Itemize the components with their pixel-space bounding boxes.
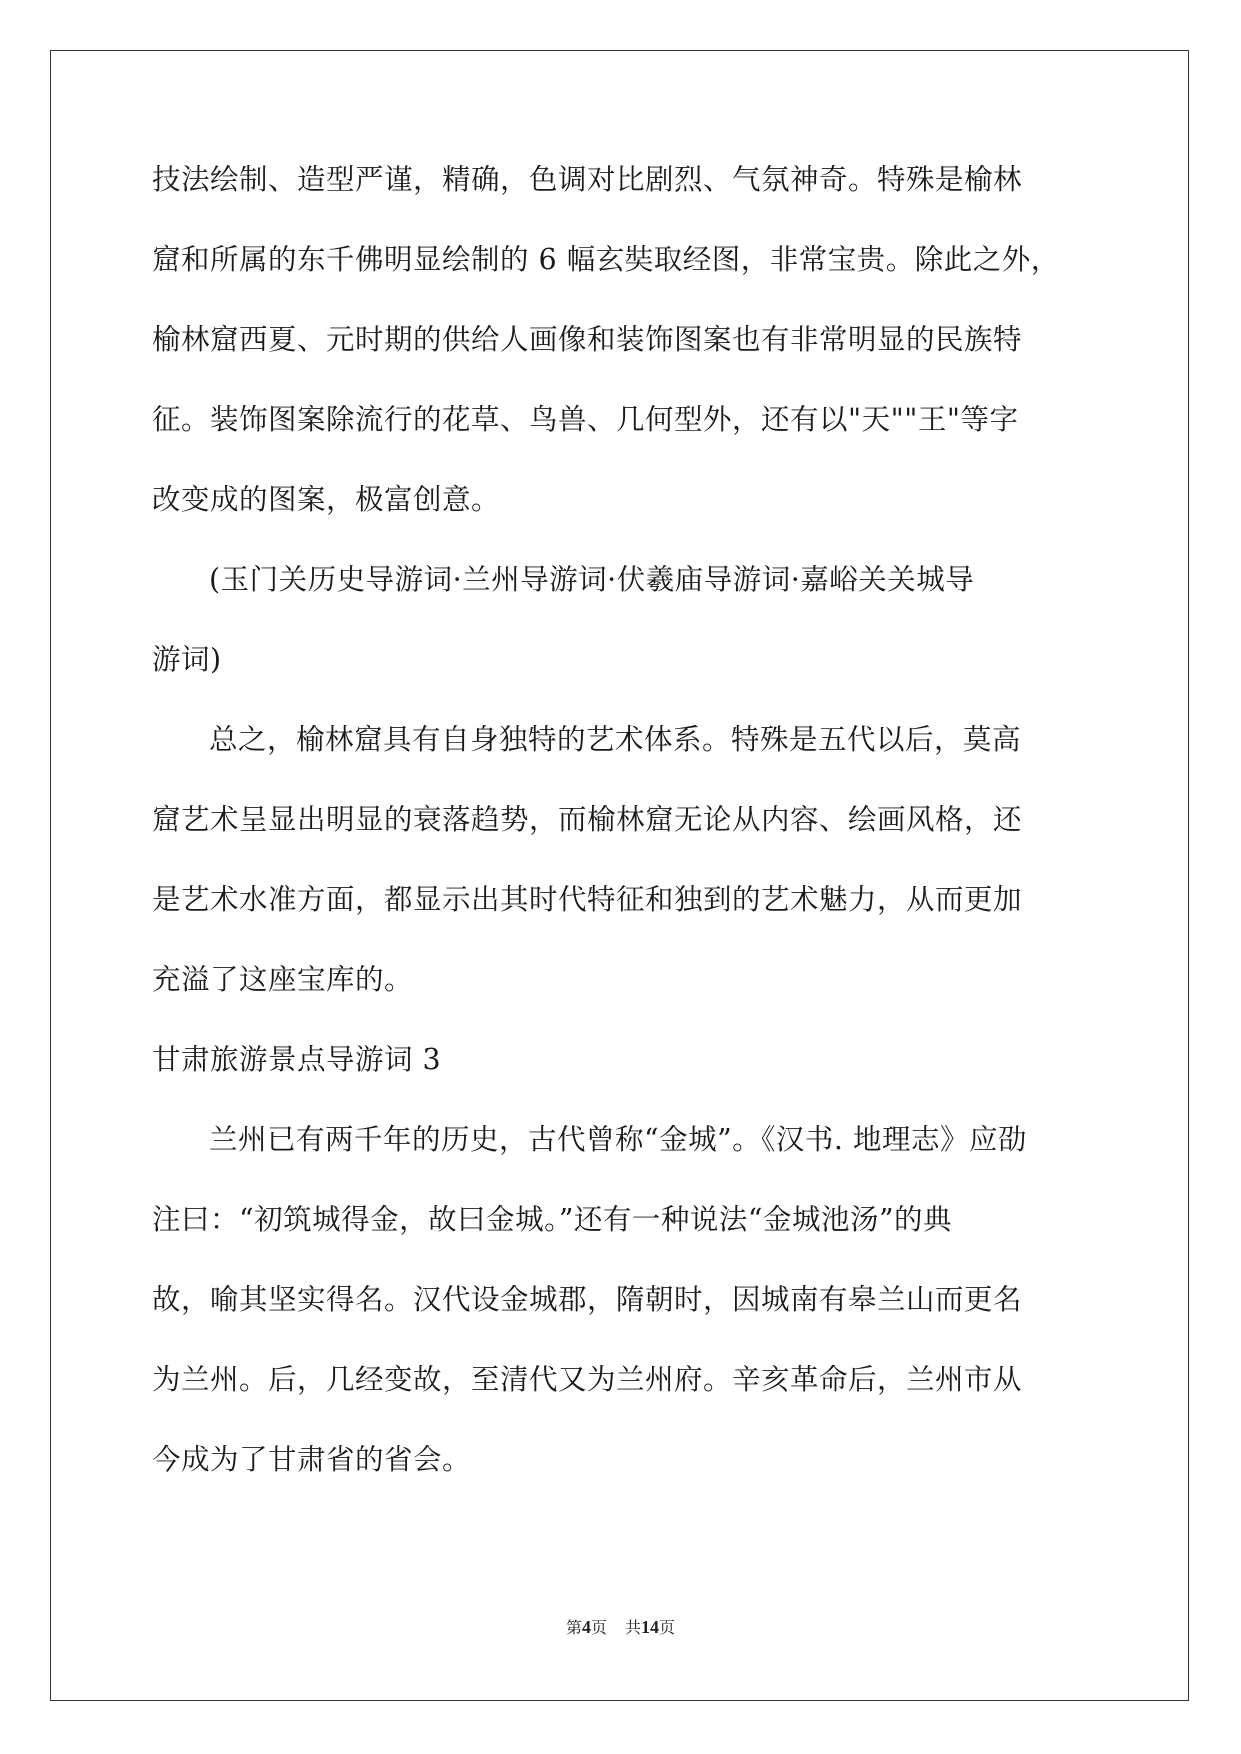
section-heading: 甘肃旅游景点导游词 3 bbox=[152, 1043, 442, 1076]
page-footer bbox=[0, 1617, 1241, 1638]
text-line: 榆林窟西夏、元时期的供给人画像和装饰图案也有非常明显的民族特 bbox=[152, 323, 1023, 356]
page-total: 14 bbox=[641, 1617, 660, 1637]
total-unit: 页 bbox=[659, 1618, 676, 1637]
page-prefix: 第 bbox=[565, 1618, 582, 1637]
text-line: 故，喻其坚实得名。汉代设金城郡，隋朝时，因城南有皋兰山而更名 bbox=[152, 1283, 1023, 1316]
text-line: 技法绘制、造型严谨，精确，色调对比剧烈、气氛神奇。特殊是榆林 bbox=[152, 163, 1023, 196]
text-line: 窟艺术呈显出明显的衰落趋势，而榆林窟无论从内容、绘画风格，还 bbox=[152, 803, 1023, 836]
text-line: 兰州已有两千年的历史，古代曾称“金城”。《汉书. 地理志》应劭 bbox=[209, 1123, 1028, 1156]
text-line: 窟和所属的东千佛明显绘制的 6 幅玄奘取经图，非常宝贵。除此之外， bbox=[152, 243, 1060, 276]
text-line: (玉门关历史导游词·兰州导游词·伏羲庙导游词·嘉峪关关城导 bbox=[209, 563, 975, 596]
text-line: 是艺术水准方面，都显示出其时代特征和独到的艺术魅力，从而更加 bbox=[152, 883, 1023, 916]
text-line: 为兰州。后，几经变故，至清代又为兰州府。辛亥革命后，兰州市从 bbox=[152, 1363, 1023, 1396]
text-line: 充溢了这座宝库的。 bbox=[152, 963, 414, 996]
text-line: 今成为了甘肃省的省会。 bbox=[152, 1443, 472, 1476]
text-line: 改变成的图案，极富创意。 bbox=[152, 483, 501, 516]
text-line: 游词) bbox=[152, 643, 222, 676]
text-line: 总之，榆林窟具有自身独特的艺术体系。特殊是五代以后，莫高 bbox=[209, 723, 1022, 756]
page-unit: 页 bbox=[590, 1618, 607, 1637]
total-prefix: 共 bbox=[625, 1618, 642, 1637]
text-line: 征。装饰图案除流行的花草、鸟兽、几何型外，还有以"天""王"等字 bbox=[152, 403, 1019, 436]
page-current: 4 bbox=[581, 1617, 591, 1637]
text-line: 注曰：“初筑城得金，故曰金城。”还有一种说法“金城池汤”的典 bbox=[152, 1203, 953, 1236]
